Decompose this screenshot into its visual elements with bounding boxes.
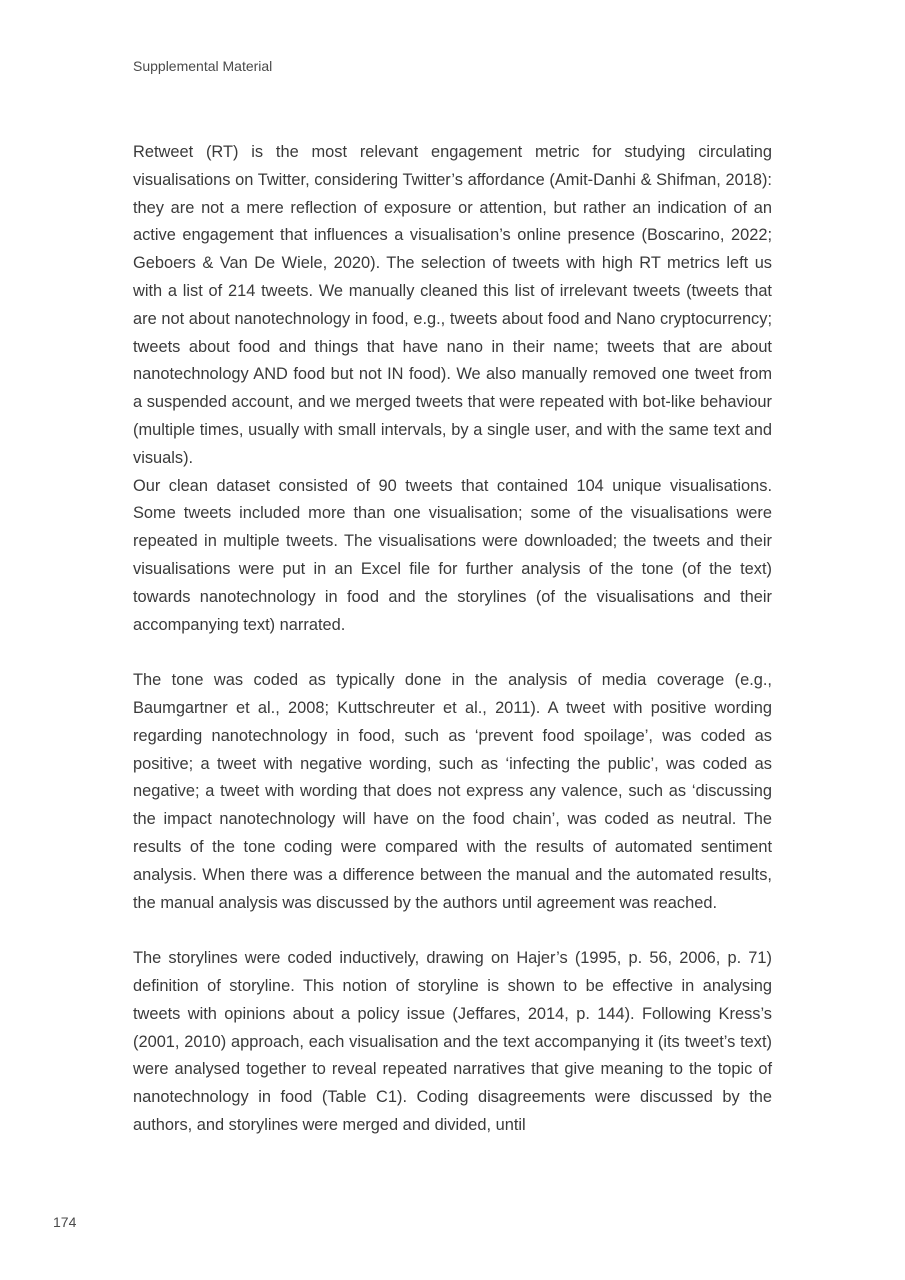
- paragraph-tone-coding: The tone was coded as typically done in the analysis of media coverage (e.g., Baumgartner et al., 2008; Kuttschreuter et al., 2011). A tweet with positive wording regarding nanotechnology in food, such as ‘prevent food spoilage’, was coded as positive; a tweet with negative wording, such as ‘infecting the public’, was coded as negative; a tweet with wording that does not express any valence, such as ‘discussing the impact nanotechnology will have on the food chain’, was coded as neutral. The results of the tone coding were compared with the results of automated sentiment analysis. When there was a difference between the manual and the automated results, the manual analysis was discussed by the authors until agreement was reached.: [133, 671, 772, 912]
- paragraph-storyline-coding: The storylines were coded inductively, drawing on Hajer’s (1995, p. 56, 2006, p. 71) definition of storyline. This notion of storyline is shown to be effective in analysing tweets with opinions about a policy issue (Jeffares, 2014, p. 144). Following Kress’s (2001, 2010) approach, each visualisation and the text accompanying it (its tweet’s text) were analysed together to reveal repeated narratives that give meaning to the topic of nanotechnology in food (Table C1). Coding disagreements were discussed by the authors, and storylines were merged and divided, until: [133, 949, 772, 1134]
- body-text: [133, 139, 772, 1140]
- page-number: 174: [53, 1214, 77, 1230]
- paragraph-clean-dataset: Our clean dataset consisted of 90 tweets that contained 104 unique visualisations. Some tweets included more than one visualisation; some of the visualisations were repeated in multiple tweets. The visualisations were downloaded; the tweets and their visualisations were put in an Excel file for further analysis of the tone (of the text) towards nanotechnology in food and the storylines (of the visualisations and their accompanying text) narrated.: [133, 476, 772, 634]
- running-header: Supplemental Material: [133, 58, 273, 74]
- paragraph-rt-metric: Retweet (RT) is the most relevant engagement metric for studying circulating visualisations on Twitter, considering Twitter’s affordance (Amit-Danhi & Shifman, 2018): they are not a mere reflection of exposure or attention, but rather an indication of an active engagement that influences a visualisation’s online presence (Boscarino, 2022; Geboers & Van De Wiele, 2020). The selection of tweets with high RT metrics left us with a list of 214 tweets. We manually cleaned this list of irrelevant tweets (tweets that are not about nanotechnology in food, e.g., tweets about food and Nano cryptocurrency; tweets about food and things that have nano in their name; tweets that are about nanotechnology AND food but not IN food). We also manually removed one tweet from a suspended account, and we merged tweets that were repeated with bot-like behaviour (multiple times, usually with small intervals, by a single user, and with the same text and visuals).: [133, 143, 772, 467]
